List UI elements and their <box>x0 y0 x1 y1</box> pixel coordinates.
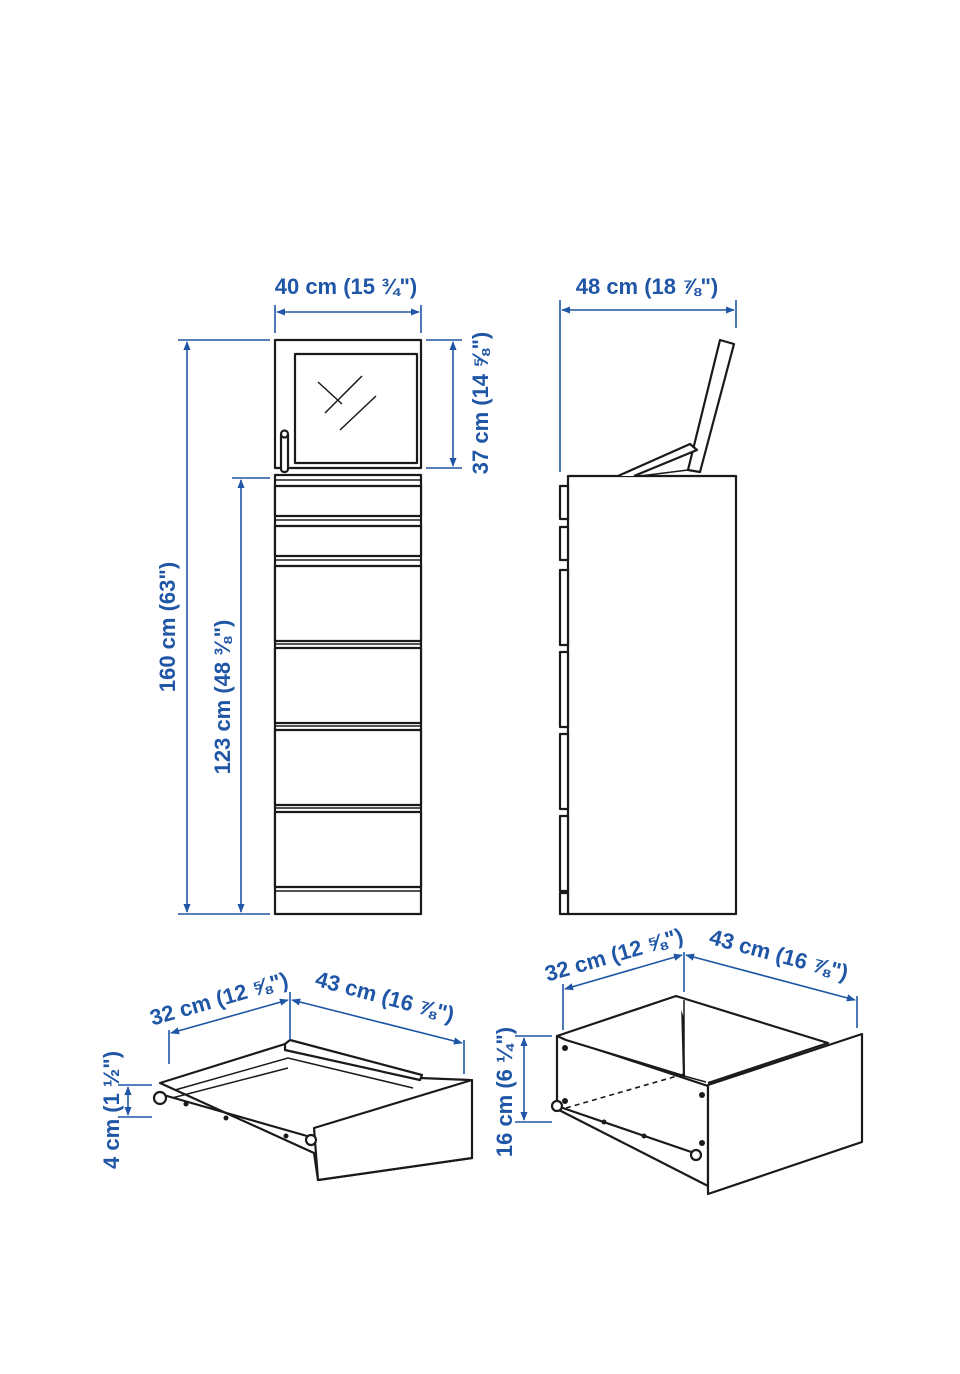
front-view <box>155 274 493 914</box>
small-drawer <box>99 966 472 1180</box>
large-drawer-depth-label: 43 cm (16 ⅞") <box>706 924 852 986</box>
mirror-support-arm <box>618 444 697 476</box>
mirror-height-label: 37 cm (14 ⅝") <box>468 331 493 475</box>
drawer-fronts <box>275 486 421 887</box>
chest-height-label: 123 cm (48 ⅜") <box>210 619 235 775</box>
total-height-label: 160 cm (63") <box>155 561 180 693</box>
large-drawer <box>492 923 862 1194</box>
open-mirror-panel <box>688 340 734 472</box>
large-drawer-height-label: 16 cm (6 ¼") <box>492 1026 517 1158</box>
small-drawer-width-label: 32 cm (12 ⅝") <box>146 967 291 1031</box>
front-width-label: 40 cm (15 ¾") <box>274 274 418 299</box>
mirror-glass <box>295 354 417 463</box>
side-view <box>560 274 736 914</box>
side-panel <box>568 476 736 914</box>
side-drawer-fronts <box>560 486 568 914</box>
large-drawer-width-label: 32 cm (12 ⅝") <box>541 923 686 987</box>
small-drawer-height-label: 4 cm (1 ½") <box>99 1050 124 1170</box>
small-drawer-depth-label: 43 cm (16 ⅞") <box>312 966 458 1028</box>
side-depth-label: 48 cm (18 ⅞") <box>575 274 719 299</box>
mirror-handle <box>281 431 288 473</box>
